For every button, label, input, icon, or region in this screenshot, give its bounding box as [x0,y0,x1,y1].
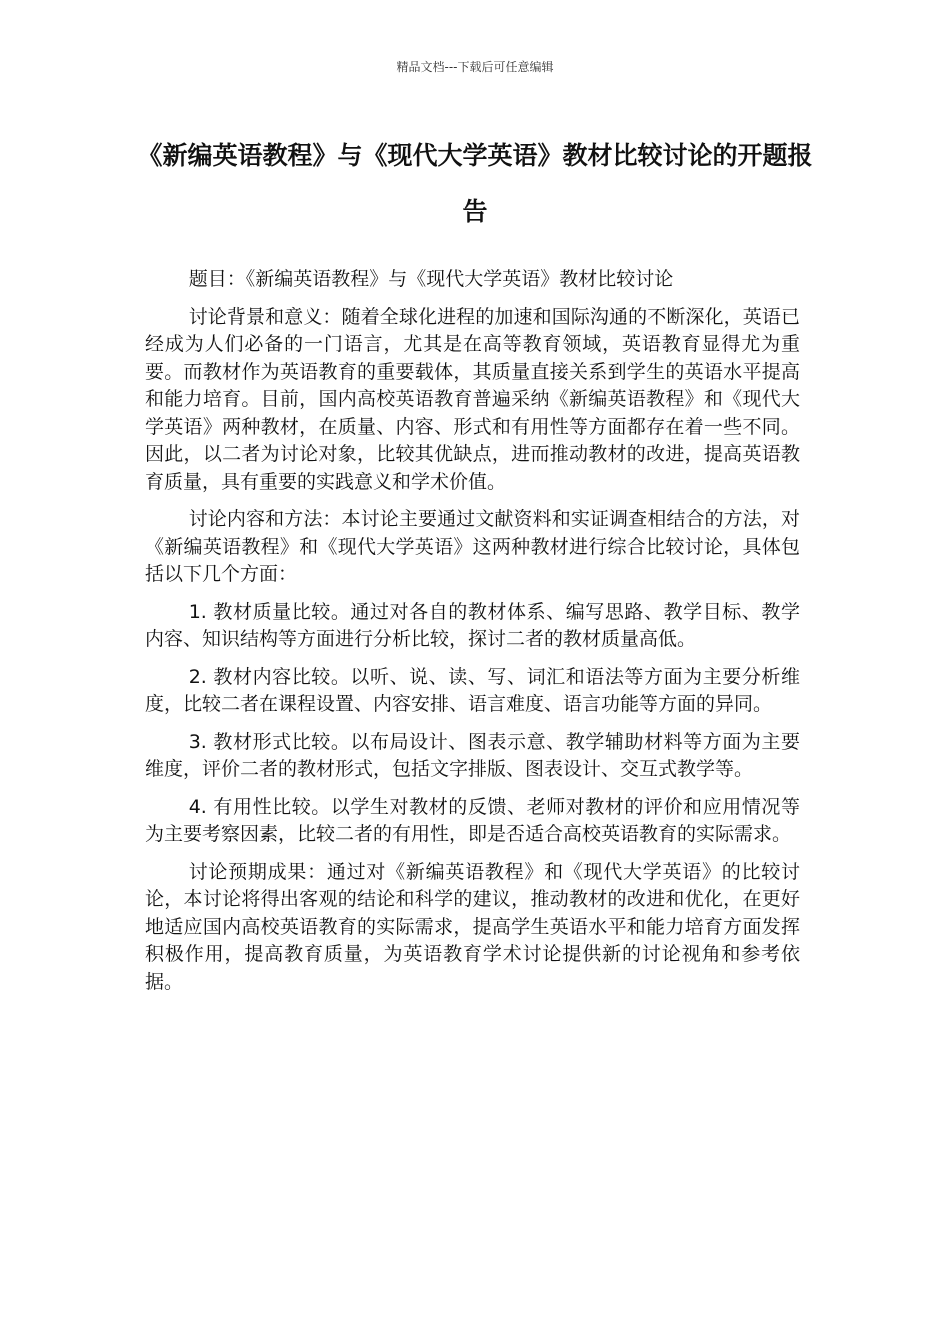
list-item-form: 3. 教材形式比较。以布局设计、图表示意、教学辅助材料等方面为主要维度，评价二者的教材形式，包括文字排版、图表设计、交互式教学等。 [145,730,800,780]
paragraph-expected-results: 讨论预期成果：通过对《新编英语教程》和《现代大学英语》的比较讨论，本讨论将得出客观的结论和科学的建议，推动教材的改进和优化，在更好地适应国内高校英语教育的实际需求，提高学生英语水平和能力培育方面发挥积极作用，提高教育质量，为英语教育学术讨论提供新的讨论视角和参考依据。 [145,860,800,993]
document-body [145,266,800,1006]
list-item-usefulness: 4. 有用性比较。以学生对教材的反馈、老师对教材的评价和应用情况等为主要考察因素，比较二者的有用性，即是否适合高校英语教育的实际需求。 [145,795,800,845]
header-note: 精品文档---下载后可任意编辑 [396,60,554,74]
list-item-content: 2. 教材内容比较。以听、说、读、写、词汇和语法等方面为主要分析维度，比较二者在课程设置、内容安排、语言难度、语言功能等方面的异同。 [145,665,800,715]
paragraph-background: 讨论背景和意义：随着全球化进程的加速和国际沟通的不断深化，英语已经成为人们必备的一门语言，尤其是在高等教育领域，英语教育显得尤为重要。而教材作为英语教育的重要载体，其质量直接关系到学生的英语水平提高和能力培育。目前，国内高校英语教育普遍采纳《新编英语教程》和《现代大学英语》两种教材，在质量、内容、形式和有用性等方面都存在着一些不同。因此，以二者为讨论对象，比较其优缺点，进而推动教材的改进，提高英语教育质量，具有重要的实践意义和学术价值。 [145,305,800,493]
paragraph-content-method: 讨论内容和方法：本讨论主要通过文献资料和实证调查相结合的方法，对《新编英语教程》和《现代大学英语》这两种教材进行综合比较讨论，具体包括以下几个方面： [145,508,800,585]
list-item-quality: 1. 教材质量比较。通过对各自的教材体系、编写思路、教学目标、教学内容、知识结构等方面进行分析比较，探讨二者的教材质量高低。 [145,600,800,650]
document-title: 《新编英语教程》与《现代大学英语》教材比较讨论的开题报告 [137,141,813,226]
paragraph-topic: 题目：《新编英语教程》与《现代大学英语》教材比较讨论 [188,268,674,290]
